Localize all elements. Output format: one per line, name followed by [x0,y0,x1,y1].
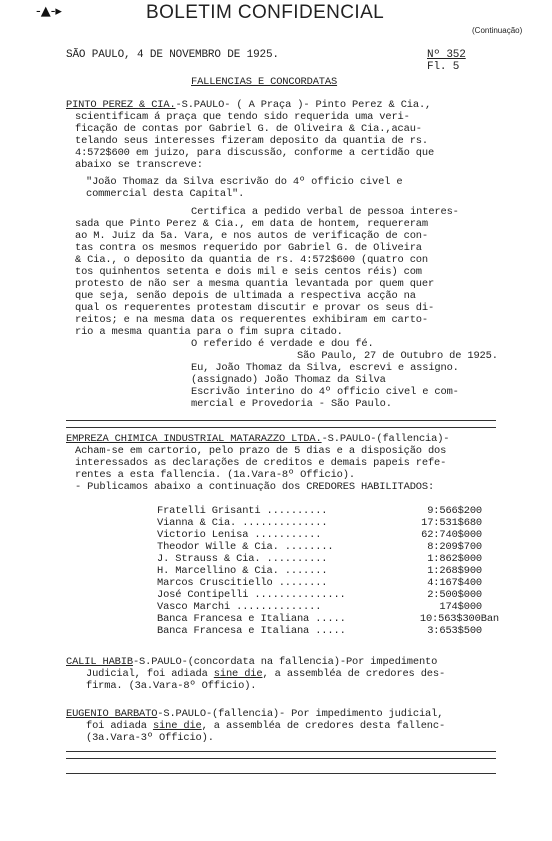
creditor-name: Fratelli Grisanti [157,505,261,517]
cert-line: qual os requerentes protestam discutir e provar os seus di- [75,302,435,314]
cert-line: protesto de não ser a mesma quantia levantada por quem quer [75,278,435,290]
creditor-row [157,602,321,614]
creditor-name: Banca Francesa e Italiana [157,613,310,625]
closing-line: O referido é verdade e dou fé. [191,338,374,350]
creditor-name: José Contipelli [157,589,249,601]
entry-heading-line [66,709,443,721]
closing-line: Escrivão interino do 4º officio civel e com- [191,386,459,398]
entry-text-line: Acham-se em cartorio, pelo prazo de 5 dias e a disposição dos [75,445,447,457]
creditor-amount: 10:563$300Ban [419,613,499,625]
creditor-row [157,518,327,530]
separator-rule [66,758,496,759]
creditor-row [157,590,346,602]
entry-text-line: abaixo se transcreve: [75,159,203,171]
entry-heading-line [66,434,449,446]
issue-number: Nº 352 [427,49,466,61]
cert-line: ao M. Juiz da 5a. Vara, e nos autos de verificação de con- [75,230,428,242]
closing-line: Eu, João Thomaz da Silva, escrevi e assigno. [191,362,459,374]
creditor-name: Vasco Marchi [157,601,231,613]
entry-text-line: -S.PAULO- ( A Praça )- Pinto Perez & Cia., [175,99,432,111]
cert-line: tos quinhentos setenta e dois mil e seis centos réis) com [75,266,422,278]
cert-line: tas contra os mesmos requerido por Gabriel G. de Oliveira [75,242,422,254]
cert-line: reitos; e na mesma data os requerentes exhibiram em carto- [75,314,428,326]
quote-line: commercial desta Capital". [86,188,245,200]
sheet-number: Fl. 5 [427,61,460,73]
leader-dots: .............. [236,517,328,529]
section-title: FALLENCIAS E CONCORDATAS [191,76,338,88]
company-name: PINTO PEREZ & CIA. [66,99,176,111]
entry-text-line: interessados as declarações de creditos e demais papeis refe- [75,457,447,469]
leader-dots: ....... [278,565,328,577]
closing-line: (assignado) João Thomaz da Silva [191,374,386,386]
leader-dots: ............... [248,589,346,601]
creditor-amount: 62:740$000 [421,529,482,541]
closing-line: mercial e Provedoria - São Paulo. [191,398,392,410]
creditor-amount: 3:653$500 [427,625,482,637]
creditor-name: Theodor Wille & Cia. [157,541,279,553]
leader-dots: ........... [248,529,322,541]
creditor-row [157,530,321,542]
sine-die-term: sine die [152,720,202,732]
entry-text-line: -S.PAULO-(fallencia)- Por impedimento judicial, [157,708,444,720]
leader-dots: ........ [278,541,334,553]
entry-text-line: telando seus interesses fizeram deposito da quantia de rs. [75,135,428,147]
cert-line: que seja, senão depois de ultimada a respectiva acção na [75,290,416,302]
creditor-name: Vianna & Cia. [157,517,237,529]
separator-rule [66,420,496,421]
creditor-name: Marcos Cruscitiello [157,577,273,589]
creditor-amount: 2:500$000 [427,589,482,601]
leader-dots: ..... [309,613,346,625]
leader-dots: .............. [230,601,322,613]
leader-dots: ..... [309,625,346,637]
entry-text-line: rentes a esta fallencia. (1a.Vara-8º Officio). [75,469,355,481]
entry-text-line: -S.PAULO-(fallencia)- [321,433,450,445]
leader-dots: ........ [272,577,328,589]
entry-text-line: 4:572$600 em juizo, para discussão, conforme a certidão que [75,147,435,159]
entry-text-line: -S.PAULO-(concordata na fallencia)-Por impedimento [132,656,438,668]
creditor-row [157,542,334,554]
leader-dots: .......... [260,553,328,565]
creditor-row [157,578,327,590]
cert-line: rio a mesma quantia para o fim supra citado. [75,326,343,338]
cert-line: sada que Pinto Perez & Cia., em data de hontem, requereram [75,218,428,230]
company-name: CALIL HABIB [66,656,133,668]
sine-die-term: sine die [213,668,263,680]
entry-text-line: ficação de contas por Gabriel G. de Oliveira & Cia.,acau- [75,123,422,135]
issue-date: SÃO PAULO, 4 DE NOVEMBRO DE 1925. [66,49,279,61]
bulletin-title: BOLETIM CONFIDENCIAL [146,2,385,23]
creditor-amount: 174$000 [439,601,482,613]
leader-dots: .......... [260,505,328,517]
creditor-row [157,506,327,518]
entry-heading-line [66,657,437,669]
creditor-name: J. Strauss & Cia. [157,553,261,565]
logo-mark: -▲-▸ [36,4,62,19]
creditor-row [157,554,327,566]
entry-text-line: Judicial, foi adiada sine die, a assembléa de credores des- [86,668,446,680]
creditor-row [157,626,346,638]
cert-line: Certifica a pedido verbal de pessoa interes- [191,206,459,218]
creditor-amount: 4:167$400 [427,577,482,589]
creditor-amount: 17:531$680 [421,517,482,529]
creditor-amount: 1:862$000 [427,553,482,565]
creditor-amount: 8:209$700 [427,541,482,553]
creditor-amount: 9:566$200 [427,505,482,517]
company-name: EMPREZA CHIMICA INDUSTRIAL MATARAZZO LTDA. [66,433,322,445]
entry-text-line: firma. (3a.Vara-8º Officio). [86,680,257,692]
entry-text-line: scientificam á praça que tendo sido requerida uma veri- [75,111,410,123]
creditor-name: H. Marcellino & Cia. [157,565,279,577]
creditor-row [157,614,346,626]
entry-text-line: (3a.Vara-3º Officio). [86,732,214,744]
cert-line: & Cia., o deposito da quantia de rs. 4:572$600 (quatro con [75,254,428,266]
closing-line: São Paulo, 27 de Outubro de 1925. [297,350,498,362]
separator-rule [66,773,496,774]
creditor-name: Victorio Lenisa [157,529,249,541]
company-name: EUGENIO BARBATO [66,708,158,720]
continuation-label: (Continuação) [472,26,523,35]
entry-heading-line [66,100,431,112]
separator-rule [66,751,496,752]
quote-line: "João Thomaz da Silva escrivão do 4º officio civel e [86,176,403,188]
creditor-amount: 1:268$900 [427,565,482,577]
creditor-name: Banca Francesa e Italiana [157,625,310,637]
separator-rule [66,427,496,428]
entry-text-line: foi adiada sine die, a assembléa de credores desta fallenc- [86,720,446,732]
creditor-row [157,566,327,578]
entry-text-line: - Publicamos abaixo a continuação dos CREDORES HABILITADOS: [75,481,435,493]
